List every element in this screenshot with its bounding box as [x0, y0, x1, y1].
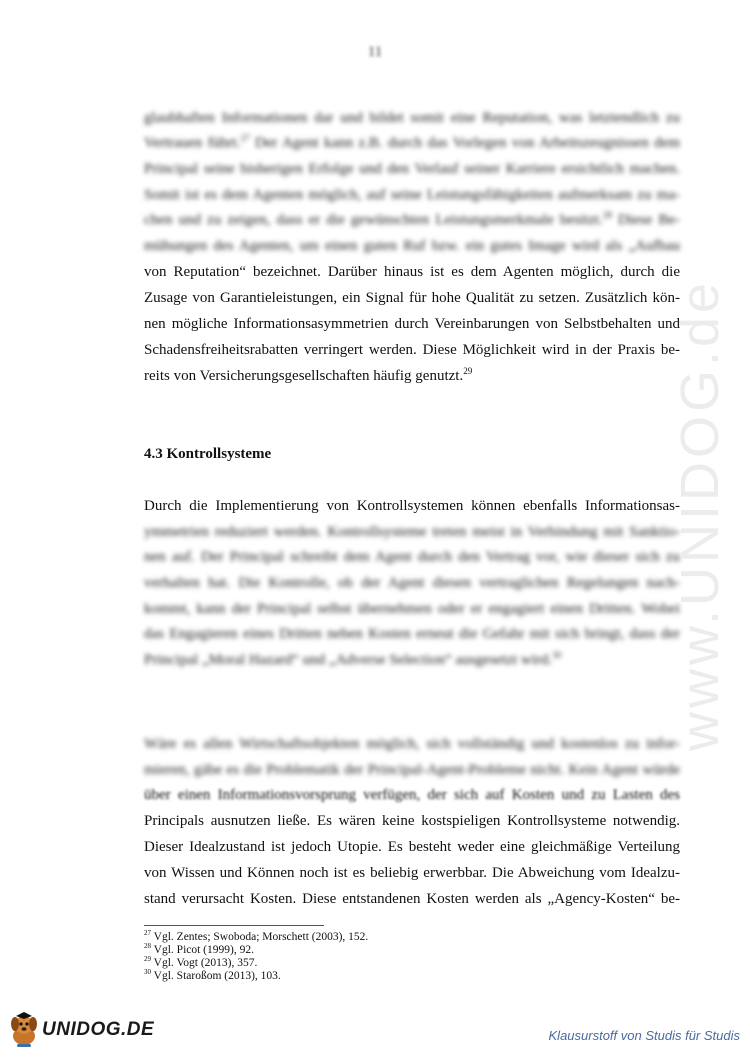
blurred-text-line: verhalten hat. Die Kontrolle, ob der Agent diesen vertraglichen Regelungen nach-	[144, 575, 680, 591]
blurred-text-line: Vertrauen führt.$^{27}$ Der Agent kann z.B. durch das Vorlegen von Arbeitszeugnissen dem	[144, 133, 680, 151]
blurred-text-line: ymmetrien reduziert werden. Kontrollsysteme treten meist in Verbindung mit Sanktio-	[144, 524, 680, 540]
footnote-divider	[144, 925, 324, 926]
body-text-line: von Wissen und Können noch ist es beliebig erwerbbar. Die Abweichung vom Idealzu-	[144, 865, 680, 881]
tagline: Klausurstoff von Studis für Studis	[548, 1028, 740, 1043]
blurred-text-line: Principal „Moral Hazard“ und „Adverse Selection“ ausgesetzt wird.$^{30}$	[144, 650, 562, 668]
body-text-line: Zusage von Garantieleistungen, ein Signal für hohe Qualität zu setzen. Zusätzlich kön-	[144, 290, 680, 306]
body-text-line: reits von Versicherungsgesellschaften häufig genutzt.$^{29}$	[144, 366, 473, 384]
body-text-line: Dieser Idealzustand ist jedoch Utopie. Es besteht weder eine gleichmäßige Verteilung	[144, 839, 680, 855]
blurred-text-line: nen auf. Der Principal schreibt dem Agent durch den Vertrag vor, wie dieser sich zu	[144, 549, 680, 565]
blurred-text-line: über einen Informationsvorsprung verfügen, der sich auf Kosten und zu Lasten des	[144, 787, 680, 803]
blurred-text-line: das Engagieren eines Dritten neben Kosten erneut die Gefahr mit sich bringt, dass der	[144, 626, 680, 642]
blurred-text-line: chen und zu zeigen, dass er die gewünschten Leistungsmerkmale besitzt.$^{28}$ Diese Be-	[144, 210, 681, 228]
footnote: $^{28}$ Vgl. Picot (1999), 92.	[144, 942, 254, 956]
blurred-text-line: Somit ist es dem Agenten möglich, auf seine Leistungsfähigkeiten aufmerksam zu ma-	[144, 187, 680, 203]
blurred-text-line: Wäre es allen Wirtschaftsobjekten möglich, sich vollständig und kostenlos zu infor-	[144, 736, 680, 752]
footnote-ref: 29	[463, 366, 473, 376]
body-text-line: von Reputation“ bezeichnet. Darüber hinaus ist es dem Agenten möglich, durch die	[144, 264, 680, 280]
body-text-line: stand verursacht Kosten. Diese entstandenen Kosten werden als „Agency-Kosten“ be-	[144, 891, 680, 907]
blurred-text-line: Principal seine bisherigen Erfolge und den Verlauf seiner Karriere ersichtlich machen.	[144, 161, 680, 177]
section-heading: 4.3 Kontrollsysteme	[144, 446, 272, 462]
watermark: www.UNIDOG.de	[670, 278, 730, 752]
blurred-text-line: mühungen des Agenten, um einen guten Ruf bzw. ein gutes Image wird als „Aufbau	[144, 238, 680, 254]
body-text-line: Schadensfreiheitsrabatten verringert werden. Diese Möglichkeit wird in der Praxis be-	[144, 342, 680, 358]
blurred-text-line: glaubhaften Informationen dar und bildet somit eine Reputation, was letztendlich zu	[144, 110, 680, 126]
footnote: $^{29}$ Vgl. Vogt (2013), 357.	[144, 955, 258, 969]
logo-text: UNIDOG.DE	[42, 1019, 155, 1040]
page-number: 11	[367, 44, 383, 60]
body-text-line: nen mögliche Informationsasymmetrien durch Vereinbarungen von Selbstbehalten und	[144, 316, 680, 332]
blurred-text-line: mieren, gäbe es die Problematik der Principal-Agent-Probleme nicht. Kein Agent würde	[144, 762, 680, 778]
dog-icon	[4, 1010, 44, 1050]
body-text-line: Durch die Implementierung von Kontrollsystemen können ebenfalls Informationsas-	[144, 498, 680, 514]
unidog-logo	[4, 1010, 154, 1050]
footnote: $^{27}$ Vgl. Zentes; Swoboda; Morschett (2003), 152.	[144, 929, 369, 943]
blurred-text-line: kommt, kann der Principal selbst übernehmen oder er engagiert einen Dritten. Wobei	[144, 601, 680, 617]
body-text-line: Principals ausnutzen ließe. Es wären keine kostspieligen Kontrollsysteme notwendig.	[144, 813, 680, 829]
footnote: $^{30}$ Vgl. Staroßom (2013), 103.	[144, 968, 281, 982]
